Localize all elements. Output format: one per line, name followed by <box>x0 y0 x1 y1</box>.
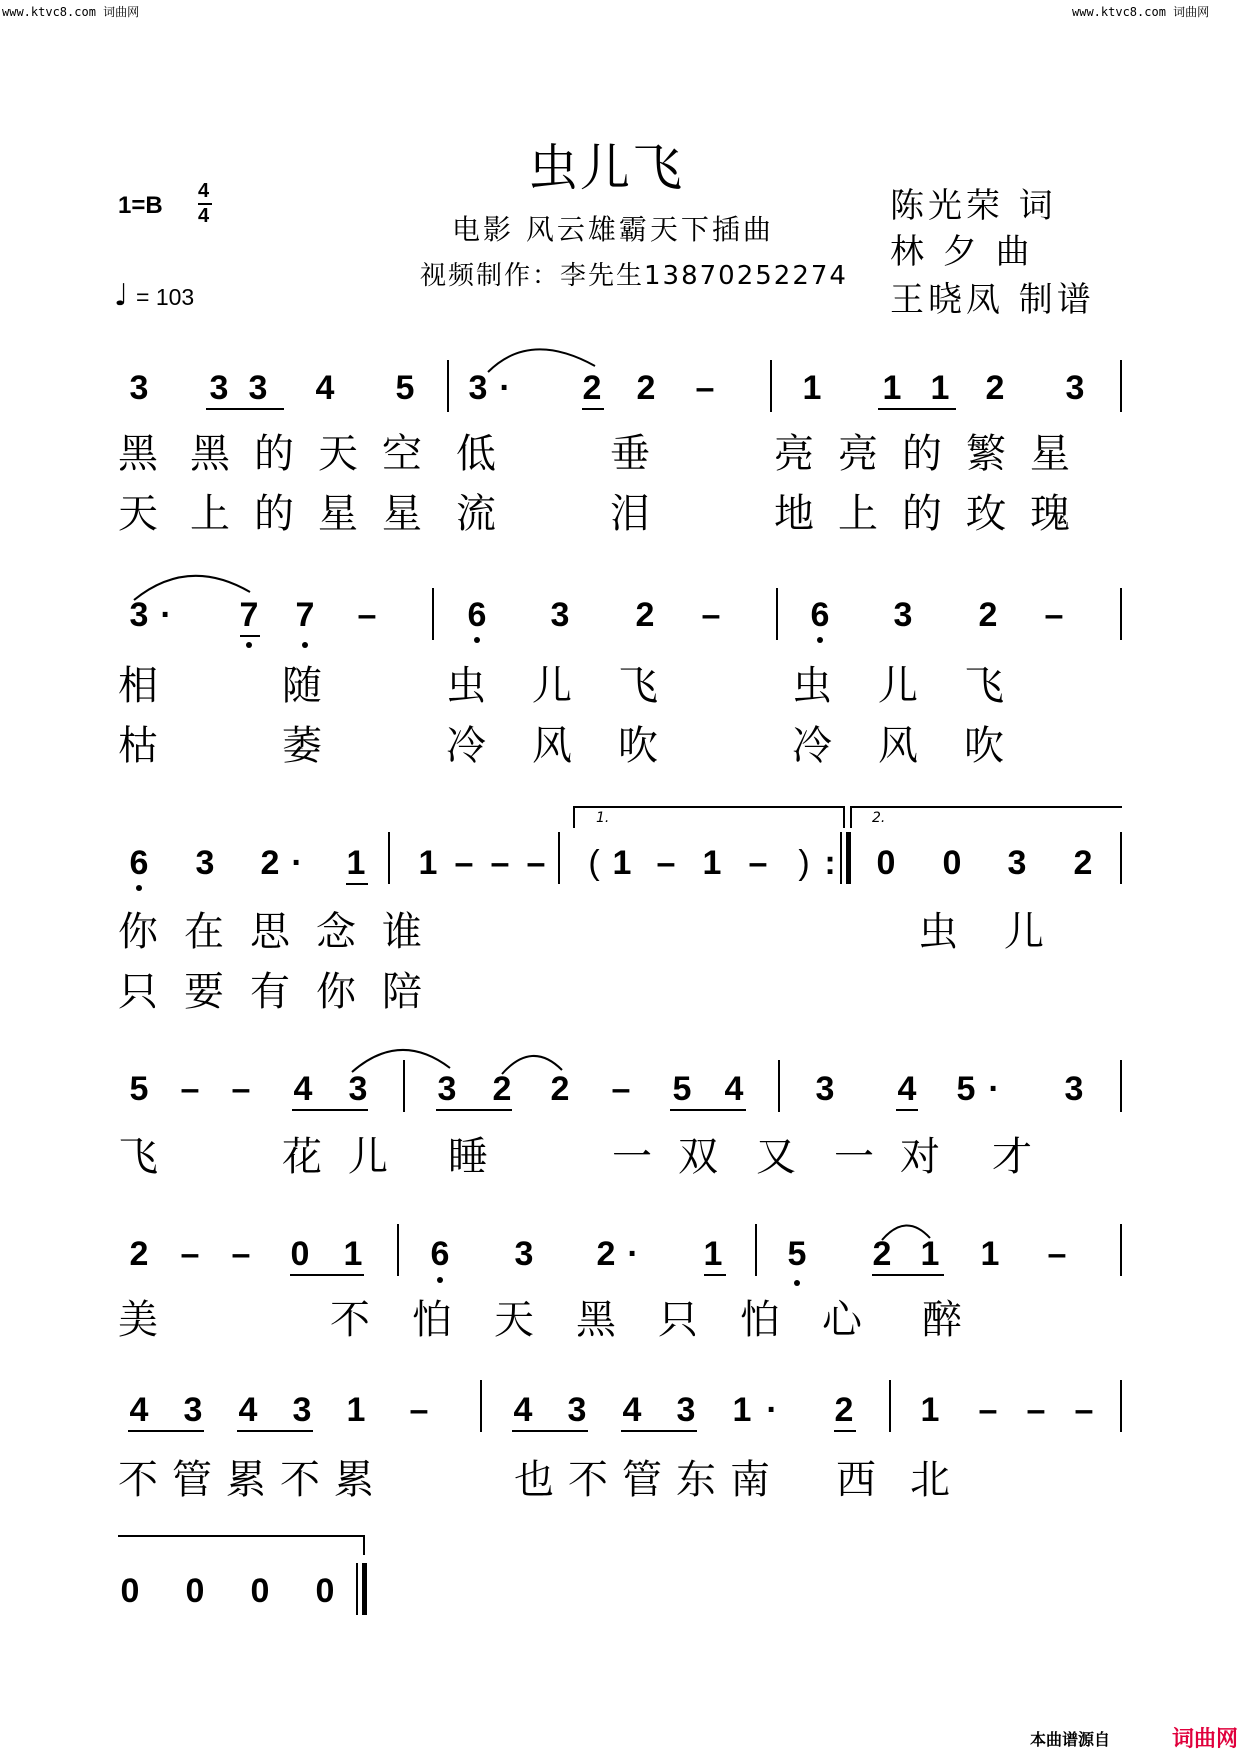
time-sig-top: 4 <box>198 180 210 202</box>
note: 5 <box>672 1070 692 1108</box>
song-title: 虫儿飞 <box>528 139 684 197</box>
note: 3 <box>183 1391 203 1429</box>
dash: – <box>454 844 474 882</box>
note: 7 <box>239 596 259 634</box>
note: 2 <box>492 1070 512 1108</box>
dash: – <box>409 1391 429 1429</box>
note: 4 <box>622 1391 642 1429</box>
lyrics-row-6: 不管累不累 也不管东南 西 北 <box>118 1457 974 1503</box>
note: 3 <box>1007 844 1027 882</box>
dash: – <box>978 1391 998 1429</box>
note: 3 <box>129 596 149 634</box>
note: 1 <box>882 369 902 407</box>
note: 3 <box>348 1070 368 1108</box>
note: 1 <box>418 844 438 882</box>
note: 1 <box>802 369 822 407</box>
dash: – <box>231 1070 251 1108</box>
note: 2 <box>550 1070 570 1108</box>
dash: – <box>1026 1391 1046 1429</box>
dash: – <box>180 1070 200 1108</box>
note: 2 <box>985 369 1005 407</box>
augmentation-dot: · <box>627 1235 639 1273</box>
note: 3 <box>550 596 570 634</box>
note: 4 <box>513 1391 533 1429</box>
song-subtitle: 电影 风云雄霸天下插曲 <box>452 213 774 246</box>
note: 2 <box>1073 844 1093 882</box>
augmentation-dot: · <box>988 1070 1000 1108</box>
dash: – <box>231 1235 251 1273</box>
dash: – <box>701 596 721 634</box>
note: 2 <box>872 1235 892 1273</box>
slur <box>502 1056 562 1074</box>
key-signature: 1=B <box>118 192 163 219</box>
note: 2 <box>636 369 656 407</box>
dash: – <box>1047 1235 1067 1273</box>
volta-2-label: 2. <box>872 810 886 826</box>
note: 2 <box>129 1235 149 1273</box>
time-sig-bottom: 4 <box>198 205 210 227</box>
slur <box>488 349 595 372</box>
note: 3 <box>209 369 229 407</box>
dash: – <box>748 844 768 882</box>
note: 1 <box>732 1391 752 1429</box>
dash: – <box>656 844 676 882</box>
note: 4 <box>238 1391 258 1429</box>
note: 3 <box>1065 369 1085 407</box>
note: 2 <box>978 596 998 634</box>
composer: 林 夕 曲 <box>890 232 1034 272</box>
paren-close: ) <box>798 844 810 882</box>
note: 4 <box>897 1070 917 1108</box>
note: 5 <box>129 1070 149 1108</box>
note: 1 <box>343 1235 363 1273</box>
note: 0 <box>876 844 896 882</box>
note: 3 <box>195 844 215 882</box>
note: 1 <box>980 1235 1000 1273</box>
note: 1 <box>920 1235 940 1273</box>
note: 3 <box>129 369 149 407</box>
note: 6 <box>430 1235 450 1273</box>
dash: – <box>180 1235 200 1273</box>
slur <box>882 1225 930 1240</box>
note: 4 <box>129 1391 149 1429</box>
quarter-note-icon: ♩ <box>114 278 129 313</box>
dash: – <box>1074 1391 1094 1429</box>
note: 2 <box>635 596 655 634</box>
note: 3 <box>1064 1070 1084 1108</box>
lyrics-row-3b: 只要有你陪 <box>118 969 446 1015</box>
note: 2 <box>260 844 280 882</box>
footer-logo[interactable]: 词曲网 <box>1172 1727 1239 1752</box>
note: 6 <box>810 596 830 634</box>
note: 3 <box>893 596 913 634</box>
dash: – <box>357 596 377 634</box>
note: 0 <box>185 1572 205 1610</box>
lyrics-row-3a: 你在思念谁 虫 儿 <box>118 909 1068 955</box>
note: 6 <box>129 844 149 882</box>
volta-1-label: 1. <box>596 810 610 826</box>
augmentation-dot: · <box>291 844 303 882</box>
note: 0 <box>250 1572 270 1610</box>
note: 7 <box>295 596 315 634</box>
lyricist: 陈光荣 词 <box>890 186 1057 226</box>
header-url-right[interactable]: www.ktvc8.com 词曲网 <box>1072 5 1210 19</box>
lyrics-row-2a: 相 随 虫 儿 飞 虫 儿 飞 <box>118 663 1028 709</box>
lyrics-row-1b: 天 上的星星 流 泪 地上的玫瑰 <box>118 491 1094 537</box>
lyrics-row-1a: 黑 黑的天空 低 垂 亮亮的繁星 <box>118 431 1094 477</box>
note: 4 <box>724 1070 744 1108</box>
arranger: 王晓凤 制谱 <box>890 280 1095 320</box>
paren-open: ( <box>588 844 600 882</box>
note: 0 <box>120 1572 140 1610</box>
note: 2 <box>834 1391 854 1429</box>
note: 3 <box>567 1391 587 1429</box>
note: 4 <box>293 1070 313 1108</box>
augmentation-dot: · <box>160 596 172 634</box>
repeat-colon: : <box>824 844 836 882</box>
slur <box>352 1050 450 1072</box>
note: 0 <box>942 844 962 882</box>
footer-source: 本曲谱源自 <box>1030 1730 1111 1749</box>
header-url-left[interactable]: www.ktvc8.com 词曲网 <box>2 5 140 19</box>
note: 4 <box>315 369 335 407</box>
note: 3 <box>248 369 268 407</box>
note: 3 <box>292 1391 312 1429</box>
lyrics-row-4: 飞 花儿 睡 一双 又 一对 才 <box>118 1134 1056 1180</box>
note: 1 <box>346 1391 366 1429</box>
tempo-mark: = 103 <box>136 284 195 310</box>
dash: – <box>526 844 546 882</box>
note: 1 <box>703 1235 723 1273</box>
dash: – <box>695 369 715 407</box>
dash: – <box>490 844 510 882</box>
lyrics-row-5: 美 不 怕 天 黑 只 怕 心 醉 <box>118 1297 986 1343</box>
note: 3 <box>815 1070 835 1108</box>
note: 3 <box>676 1391 696 1429</box>
note: 3 <box>437 1070 457 1108</box>
note: 3 <box>514 1235 534 1273</box>
lyrics-row-2b: 枯 萎 冷 风 吹 冷 风 吹 <box>118 723 1028 769</box>
augmentation-dot: · <box>499 369 511 407</box>
video-credit: 视频制作：李先生13870252274 <box>420 261 848 291</box>
note: 1 <box>920 1391 940 1429</box>
note: 1 <box>346 844 366 882</box>
note: 5 <box>956 1070 976 1108</box>
slur <box>134 576 250 600</box>
note: 2 <box>596 1235 616 1273</box>
note: 0 <box>290 1235 310 1273</box>
note: 1 <box>612 844 632 882</box>
note: 2 <box>582 369 602 407</box>
note: 6 <box>467 596 487 634</box>
note: 0 <box>315 1572 335 1610</box>
note: 5 <box>787 1235 807 1273</box>
augmentation-dot: · <box>766 1391 778 1429</box>
note: 1 <box>930 369 950 407</box>
dash: – <box>611 1070 631 1108</box>
note: 3 <box>468 369 488 407</box>
note: 5 <box>395 369 415 407</box>
note: 1 <box>702 844 722 882</box>
dash: – <box>1044 596 1064 634</box>
